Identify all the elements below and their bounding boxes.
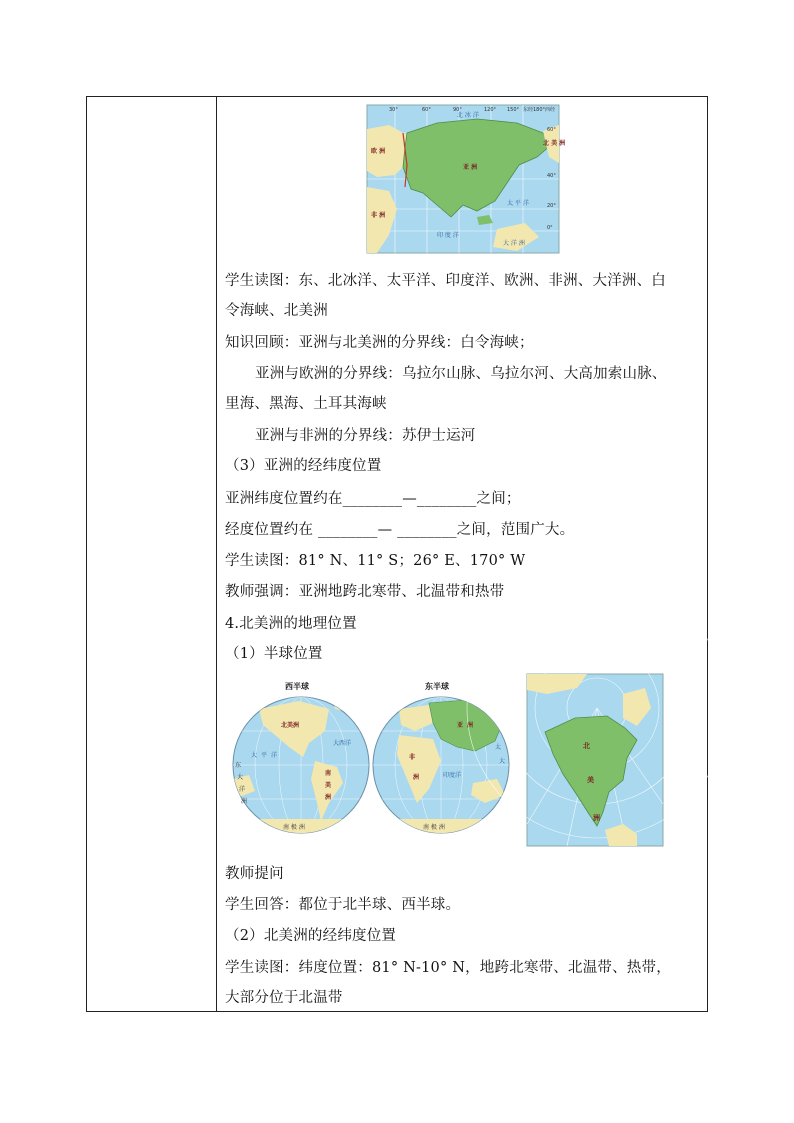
- west-label-pacific-2: 平: [261, 752, 268, 759]
- east-hemisphere-title: 东半球: [425, 682, 449, 691]
- text-line-7: （3）亚洲的经纬度位置: [225, 458, 382, 474]
- asia-top-label-3: 120°: [484, 107, 497, 113]
- west-label-antarctica: 南 极 洲: [283, 824, 305, 831]
- east-label-antarctica: 南 极 洲: [423, 824, 445, 831]
- west-label-atlantic: 大西洋: [333, 740, 352, 747]
- text-line-2: 令海峡、北美洲: [225, 303, 328, 319]
- west-label-ocean-left-1: 东: [235, 762, 242, 769]
- lesson-table: [86, 96, 708, 1012]
- east-label-indian: 印度洋: [443, 772, 462, 779]
- asia-lat-label-2: 20°: [547, 203, 556, 209]
- content-cell: [217, 97, 707, 1011]
- west-label-north-america: 北美洲: [281, 722, 300, 729]
- west-label-pacific-3: 洋: [271, 752, 278, 759]
- north-america-map-image: [527, 674, 663, 846]
- east-label-pacific-2: 大: [499, 758, 506, 765]
- asia-map-label-africa: 非 洲: [371, 212, 386, 219]
- text-line-9: 经度位置约在 ________— ________之间，范围广大。: [225, 522, 575, 538]
- asia-lat-label-3: 0°: [547, 225, 553, 231]
- asia-map-label-north-america: 北 美 洲: [543, 140, 566, 147]
- text-line-18: 大部分位于北温带: [225, 990, 343, 1006]
- west-label-ocean-left-2: 大: [237, 774, 244, 781]
- text-line-12: 4.北美洲的地理位置: [225, 616, 357, 632]
- east-label-pacific-1: 太: [495, 744, 502, 751]
- text-line-13: （1）半球位置: [225, 646, 323, 662]
- asia-lat-label-0: 60°: [547, 127, 556, 133]
- text-line-6: 亚洲与非洲的分界线：苏伊士运河: [255, 428, 476, 444]
- asia-top-label-1: 60°: [422, 107, 431, 113]
- asia-map-label-asia: 亚 洲: [463, 164, 478, 171]
- west-hemisphere-title: 西半球: [285, 682, 309, 691]
- text-line-3: 知识回顾：亚洲与北美洲的分界线：白令海峡；: [225, 335, 534, 351]
- asia-top-label-4: 150°: [507, 107, 520, 113]
- east-label-africa-2: 洲: [413, 774, 420, 781]
- asia-map-label-pacific: 太 平 洋: [507, 200, 529, 207]
- text-line-16: （2）北美洲的经纬度位置: [225, 928, 397, 944]
- west-label-pacific-1: 大: [251, 752, 258, 759]
- text-line-15: 学生回答：都位于北半球、西半球。: [225, 897, 461, 913]
- east-label-africa-1: 非: [409, 754, 416, 761]
- left-column-cell: [87, 97, 217, 1011]
- text-line-11: 教师强调：亚洲地跨北寒带、北温带和热带: [225, 584, 505, 600]
- east-label-asia-1: 亚: [457, 722, 464, 729]
- asia-map-image: [367, 105, 566, 253]
- na-label-continent: 洲: [593, 814, 600, 822]
- na-label-north: 北: [583, 742, 590, 750]
- text-line-5: 里海、黑海、土耳其海峡: [225, 396, 387, 412]
- asia-top-label-0: 30°: [389, 107, 398, 113]
- na-label-america: 美: [587, 776, 594, 784]
- west-label-sa-3: 洲: [325, 794, 332, 801]
- asia-top-label-2: 90°: [453, 107, 462, 113]
- asia-lat-label-1: 40°: [547, 173, 556, 179]
- text-line-14: 教师提问: [225, 866, 284, 882]
- west-label-sa-2: 美: [325, 782, 332, 789]
- asia-map-label-indian: 印 度 洋: [437, 232, 459, 239]
- east-label-asia-2: 洲: [467, 722, 474, 729]
- text-line-4: 亚洲与欧洲的分界线：乌拉尔山脉、乌拉尔河、大高加索山脉、: [255, 366, 667, 382]
- asia-top-label-5: 东经180°西经: [523, 107, 556, 113]
- west-label-sa-1: 南: [325, 770, 332, 777]
- text-line-17: 学生读图：纬度位置：81° N-10° N，地跨北寒带、北温带、热带，: [225, 960, 671, 976]
- asia-map-label-europe: 欧 洲: [371, 148, 386, 155]
- asia-map-label-arctic: 北 冰 洋: [457, 112, 479, 119]
- text-line-10: 学生读图：81° N、11° S；26° E、170° W: [225, 553, 526, 569]
- west-label-ocean-left-4: 洲: [241, 798, 248, 805]
- text-line-8: 亚洲纬度位置约在________—________之间；: [225, 491, 521, 507]
- hemisphere-map-image: [229, 679, 519, 835]
- text-line-1: 学生读图：东、北冰洋、太平洋、印度洋、欧洲、非洲、大洋洲、白: [225, 273, 666, 289]
- asia-map-label-oceania: 大 洋 洲: [503, 240, 525, 247]
- west-label-ocean-left-3: 洋: [239, 786, 246, 793]
